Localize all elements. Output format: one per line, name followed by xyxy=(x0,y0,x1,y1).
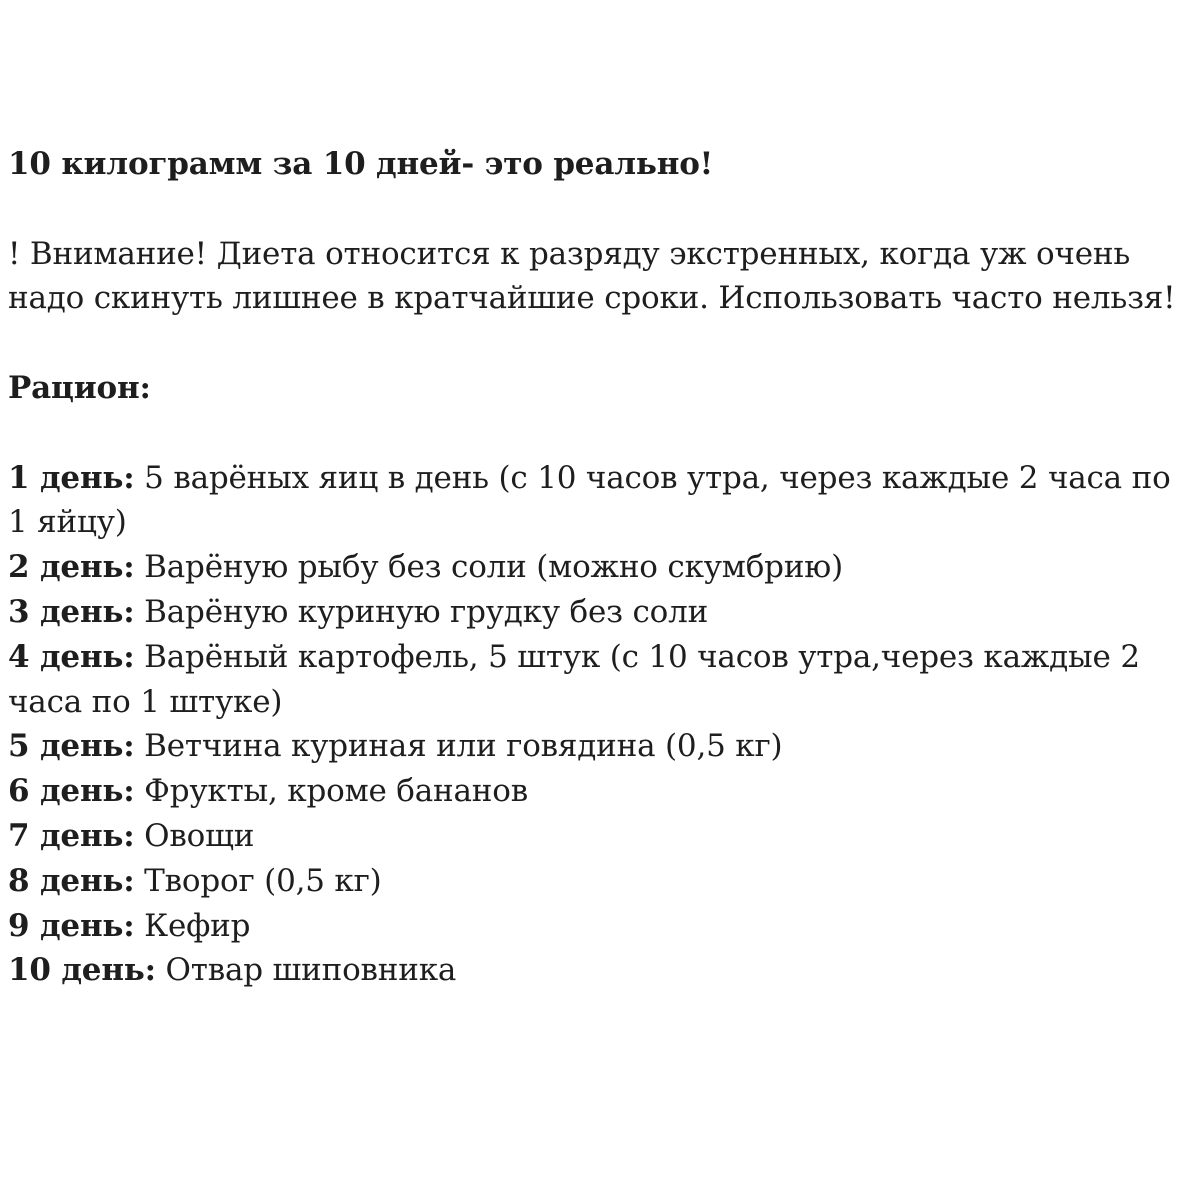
day-text: Фрукты, кроме бананов xyxy=(134,773,528,810)
day-label: 5 день: xyxy=(8,728,135,765)
day-text: 5 варёных яиц в день (с 10 часов утра, через каждые 2 часа по 1 яйцу) xyxy=(8,459,1171,541)
document-title: 10 килограмм за 10 дней- это реально! xyxy=(8,146,714,182)
warning-text: ! Внимание! Диета относится к разряду экстренных, когда уж очень надо скинуть лишнее в кратчайшие сроки. Использовать часто нельзя! xyxy=(8,235,1176,317)
day-label: 9 день: xyxy=(8,907,135,944)
day-row-2 xyxy=(8,545,1196,590)
day-row-5 xyxy=(8,724,1196,769)
day-row-7 xyxy=(8,814,1196,859)
day-text: Овощи xyxy=(134,817,255,854)
day-row-4 xyxy=(8,635,1196,725)
day-label: 3 день: xyxy=(8,593,135,630)
day-label: 7 день: xyxy=(8,817,135,854)
day-text: Варёный картофель, 5 штук (с 10 часов утра,через каждые 2 часа по 1 штуке) xyxy=(8,638,1140,720)
day-row-9 xyxy=(8,904,1196,949)
day-row-6 xyxy=(8,769,1196,814)
day-text: Кефир xyxy=(134,907,251,944)
day-label: 1 день: xyxy=(8,459,135,496)
document xyxy=(8,142,1196,993)
day-text: Варёную рыбу без соли (можно скумбрию) xyxy=(134,549,843,586)
day-label: 4 день: xyxy=(8,638,135,675)
day-row-3 xyxy=(8,590,1196,635)
day-text: Варёную куриную грудку без соли xyxy=(134,593,709,630)
day-text: Ветчина куриная или говядина (0,5 кг) xyxy=(134,728,783,765)
day-row-1 xyxy=(8,456,1196,546)
day-label: 8 день: xyxy=(8,862,135,899)
day-row-8 xyxy=(8,859,1196,904)
day-text: Отвар шиповника xyxy=(155,952,457,989)
day-list xyxy=(8,456,1196,994)
section-title: Рацион: xyxy=(8,369,151,406)
day-label: 10 день: xyxy=(8,952,156,989)
day-label: 6 день: xyxy=(8,773,135,810)
day-text: Творог (0,5 кг) xyxy=(134,862,382,899)
day-label: 2 день: xyxy=(8,549,135,586)
day-row-10 xyxy=(8,948,1196,993)
